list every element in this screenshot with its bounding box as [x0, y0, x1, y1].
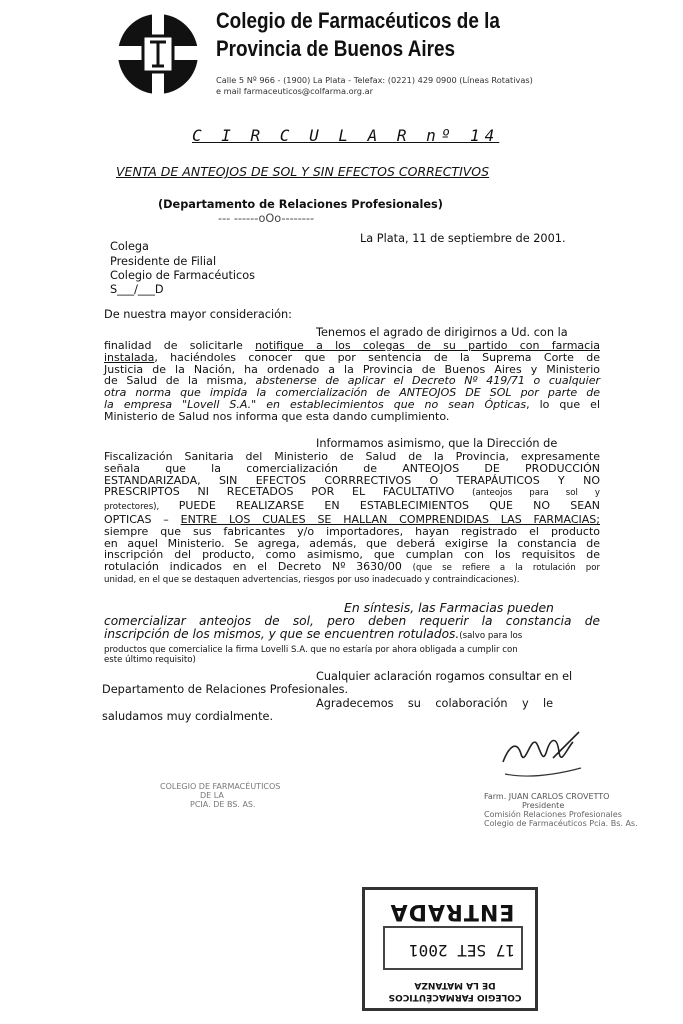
left-seal-line2: DE LA: [200, 791, 224, 800]
p2-line5a: PRESCRIPTOS NI RECETADOS POR EL FACULTATIVO: [104, 485, 473, 499]
separator: --- ------oOo--------: [218, 212, 315, 225]
p1-line2a: finalidad de solicitarle: [104, 339, 256, 352]
department-name: (Departamento de Relaciones Profesionales): [158, 198, 443, 211]
handwritten-signature: [495, 728, 585, 788]
signer-dept: Comisión Relaciones Profesionales: [484, 810, 622, 819]
p2-line7a: OPTICAS –: [104, 512, 181, 526]
p1-line7b: , lo que el: [526, 397, 600, 411]
p1-line5b: abstenerse de aplicar el Decreto Nº 419/71 o cualquier: [255, 374, 600, 388]
p1-line6: otra norma que impida la comercialización de ANTEOJOS DE SOL por parte de: [104, 386, 600, 400]
p2-line7b: ENTRE LOS CUALES SE HALLAN COMPRENDIDAS LAS FARMACIAS;: [180, 512, 600, 526]
p1-line7a: la empresa "Lovell S.A." en establecimientos que no sean Ópticas: [104, 397, 527, 411]
p2-line10: inscripción del producto, como asimismo, que cumplan con los requisitos de: [104, 548, 600, 562]
p1-line4: Justicia de la Nación, ha ordenado a la Provincia de Buenos Aires y Ministerio: [104, 362, 600, 376]
recipient-line4: S___/___D: [110, 283, 164, 296]
p2-line4: ESTANDARIZADA, SIN EFECTOS CORRRECTIVOS O TERAPÁUTICOS Y NO: [104, 473, 600, 487]
recipient-line1: Colega: [110, 240, 149, 253]
circular-subject: VENTA DE ANTEOJOS DE SOL Y SIN EFECTOS CORRECTIVOS: [116, 164, 490, 179]
stamp-word: ENTRADA: [389, 899, 515, 924]
letterhead-address: Calle 5 Nº 966 - (1900) La Plata - Telefax: (0221) 429 0900 (Líneas Rotativas): [216, 75, 533, 85]
p4-line1: Cualquier aclaración rogamos consultar en el: [316, 670, 573, 683]
recipient-line3: Colegio de Farmacéuticos: [110, 269, 256, 282]
p3-line2: comercializar anteojos de sol, pero deben requerir la constancia de: [104, 614, 600, 628]
p2-line9: en aquel Ministerio. Se agrega, además, que deberá exigirse la constancia de: [104, 536, 600, 550]
p2-line2: Fiscalización Sanitaria del Ministerio de Salud de la Provincia, expresamente: [104, 450, 600, 463]
org-name-line1: Colegio de Farmacéuticos de la: [216, 8, 500, 33]
greeting: De nuestra mayor consideración:: [104, 308, 292, 321]
p2-line3: señala que la comercialización de ANTEOJOS DE PRODUCCIÓN: [104, 461, 600, 475]
p1-line2b: notifique a los colegas de su partido con farmacia: [255, 339, 600, 352]
p3-line5: este último requisito): [104, 655, 196, 665]
entry-stamp: [362, 887, 538, 1011]
p2-line12: unidad, en el que se destaquen advertencias, riesgos por uso inadecuado y contraindicaciones).: [104, 574, 520, 585]
p1-line3a: instalada: [104, 350, 155, 364]
org-name-line2: Provincia de Buenos Aires: [216, 36, 456, 61]
paragraph-1: [104, 340, 600, 423]
signer-org: Colegio de Farmacéuticos Pcia. Bs. As.: [484, 819, 638, 828]
stamp-org-line2: DE LA MATANZA: [414, 980, 496, 990]
p1-line8: Ministerio de Salud nos informa que esta dando cumplimiento.: [104, 409, 450, 423]
letterhead: [116, 8, 576, 100]
p1-line3b: , haciéndoles conocer que por sentencia de la Suprema Corte de: [154, 350, 600, 364]
p1-line1: Tenemos el agrado de dirigirnos a Ud. con la: [316, 326, 568, 339]
stamp-date: 17 SET 2001: [409, 941, 515, 960]
p2-line5b: (anteojos para sol y: [472, 488, 600, 499]
stamp-org-line1: COLEGIO FARMACÉUTICOS: [388, 992, 522, 1002]
p3-line4: productos que comercialice la firma Lovelli S.A. que no estaría por ahora obligada a cumplir con: [104, 645, 518, 655]
paragraph-2: [104, 451, 600, 587]
paragraph-3: [104, 615, 600, 644]
college-logo: [116, 12, 200, 96]
p5-line2: saludamos muy cordialmente.: [102, 710, 274, 723]
p1-line5a: de Salud de la misma,: [104, 374, 256, 388]
letterhead-email: e mail farmaceuticos@colfarma.org.ar: [216, 86, 373, 96]
p2-line1: Informamos asimismo, que la Dirección de: [316, 437, 558, 450]
p3-line3a: inscripción de los mismos, y que se encuentren rotulados.: [104, 627, 460, 642]
recipient-line2: Presidente de Filial: [110, 255, 217, 268]
left-seal-line3: PCIA. DE BS. AS.: [190, 800, 256, 809]
p2-line6b: PUEDE REALIZARSE EN ESTABLECIMIENTOS QUE NO SEAN: [178, 499, 600, 513]
signer-name: Farm. JUAN CARLOS CROVETTO: [484, 792, 610, 801]
circular-title: C I R C U L A R nº 14: [192, 126, 500, 145]
p2-line11a: rotulación indicados en el Decreto Nº 3630/00: [104, 560, 413, 574]
p3-note: [104, 645, 600, 665]
p3-line1: En síntesis, las Farmacias pueden: [344, 600, 554, 615]
p4-line2: Departamento de Relaciones Profesionales.: [102, 683, 349, 696]
letter-date: La Plata, 11 de septiembre de 2001.: [360, 232, 566, 245]
p2-line6a: protectores),: [104, 502, 179, 513]
left-seal-line1: COLEGIO DE FARMACÉUTICOS: [160, 782, 281, 791]
p2-line11b: (que se refiere a la rotulación por: [412, 563, 600, 574]
p5-line1: Agradecemos su colaboración y le: [316, 697, 554, 710]
p3-line3b: (salvo para los: [459, 631, 523, 642]
signer-role: Presidente: [522, 801, 565, 810]
p2-line8: siempre que sus fabricantes y/o importadores, hayan registrado el producto: [104, 524, 600, 538]
